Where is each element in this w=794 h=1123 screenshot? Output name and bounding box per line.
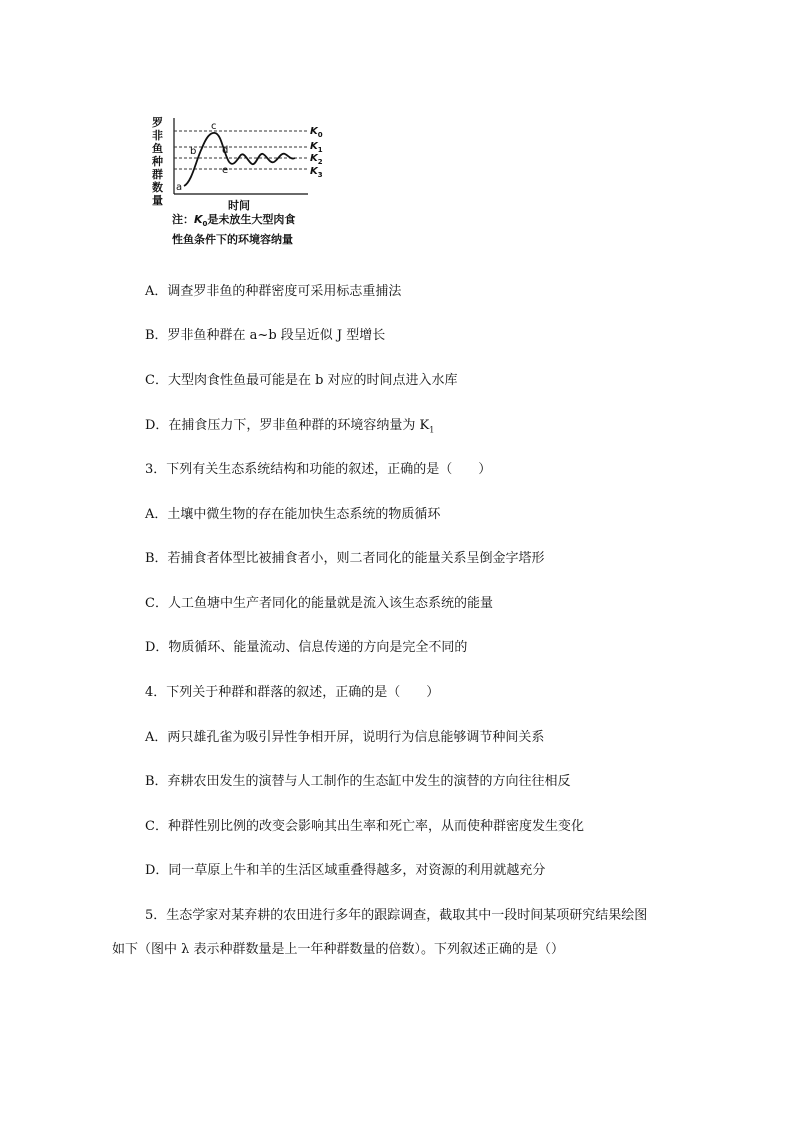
q3-option-d: D．物质循环、能量流动、信息传递的方向是完全不同的 xyxy=(145,640,468,655)
q4-option-b: B．弃耕农田发生的演替与人工制作的生态缸中发生的演替的方向往往相反 xyxy=(145,774,571,789)
figure-note xyxy=(172,212,342,248)
q4-option-d: D．同一草原上牛和羊的生活区域重叠得越多，对资源的利用就越充分 xyxy=(145,863,546,878)
k0-label: $K_0$ xyxy=(310,126,323,139)
k1-label: $K_1$ xyxy=(310,141,323,154)
q2-option-b: B．罗非鱼种群在 a~b 段呈近似 J 型增长 xyxy=(145,328,386,343)
point-e-label: e xyxy=(222,165,229,176)
q4-stem: 4．下列关于种群和群落的叙述，正确的是（ ） xyxy=(145,685,440,700)
x-axis-label: 时间 xyxy=(228,199,250,212)
q3-stem: 3．下列有关生态系统结构和功能的叙述，正确的是（ ） xyxy=(145,462,492,477)
q2-option-c: C．大型肉食性鱼最可能是在 b 对应的时间点进入水库 xyxy=(145,373,458,388)
k3-label: $K_3$ xyxy=(310,166,323,179)
point-c-label: c xyxy=(211,121,217,132)
population-curve xyxy=(184,133,295,186)
q4-option-c: C．种群性别比例的改变会影响其出生率和死亡率，从而使种群密度发生变化 xyxy=(145,819,584,834)
q3-option-b: B．若捕食者体型比被捕食者小，则二者同化的能量关系呈倒金字塔形 xyxy=(145,551,545,566)
q3-option-a: A．土壤中微生物的存在能加快生态系统的物质循环 xyxy=(145,507,441,522)
y-axis-label-char: 非 xyxy=(152,129,163,142)
q3-option-c: C．人工鱼塘中生产者同化的能量就是流入该生态系统的能量 xyxy=(145,596,493,611)
q2-option-d: D．在捕食压力下，罗非鱼种群的环境容纳量为 $K_1$ xyxy=(145,418,435,435)
q2-option-a: A．调查罗非鱼的种群密度可采用标志重捕法 xyxy=(145,284,402,299)
population-curve-chart xyxy=(150,112,330,212)
point-a-label: a xyxy=(176,182,183,193)
y-axis-label-char: 群 xyxy=(152,168,163,181)
q5-stem-line-2: 如下（图中 λ 表示种群数量是上一年种群数量的倍数）。下列叙述正确的是（） xyxy=(112,942,565,957)
figure-note-line-2: 性鱼条件下的环境容纳量 xyxy=(172,233,293,247)
y-axis-label-char: 鱼 xyxy=(152,142,163,155)
q4-option-a: A．两只雄孔雀为吸引异性争相开屏，说明行为信息能够调节种间关系 xyxy=(145,730,545,745)
k2-label: $K_2$ xyxy=(310,153,323,166)
y-axis-label-char: 种 xyxy=(152,155,163,168)
q5-stem-line-1: 5．生态学家对某弃耕的农田进行多年的跟踪调查，截取其中一段时间某项研究结果绘图 xyxy=(145,908,648,923)
y-axis-label-char: 数 xyxy=(152,181,163,194)
figure-note-line-1: 注：$K_0$是未放生大型肉食 xyxy=(172,213,296,229)
point-d-label: d xyxy=(222,145,229,156)
point-b-label: b xyxy=(190,146,197,157)
y-axis-label-char: 量 xyxy=(152,194,163,207)
y-axis-label-char: 罗 xyxy=(152,116,163,129)
